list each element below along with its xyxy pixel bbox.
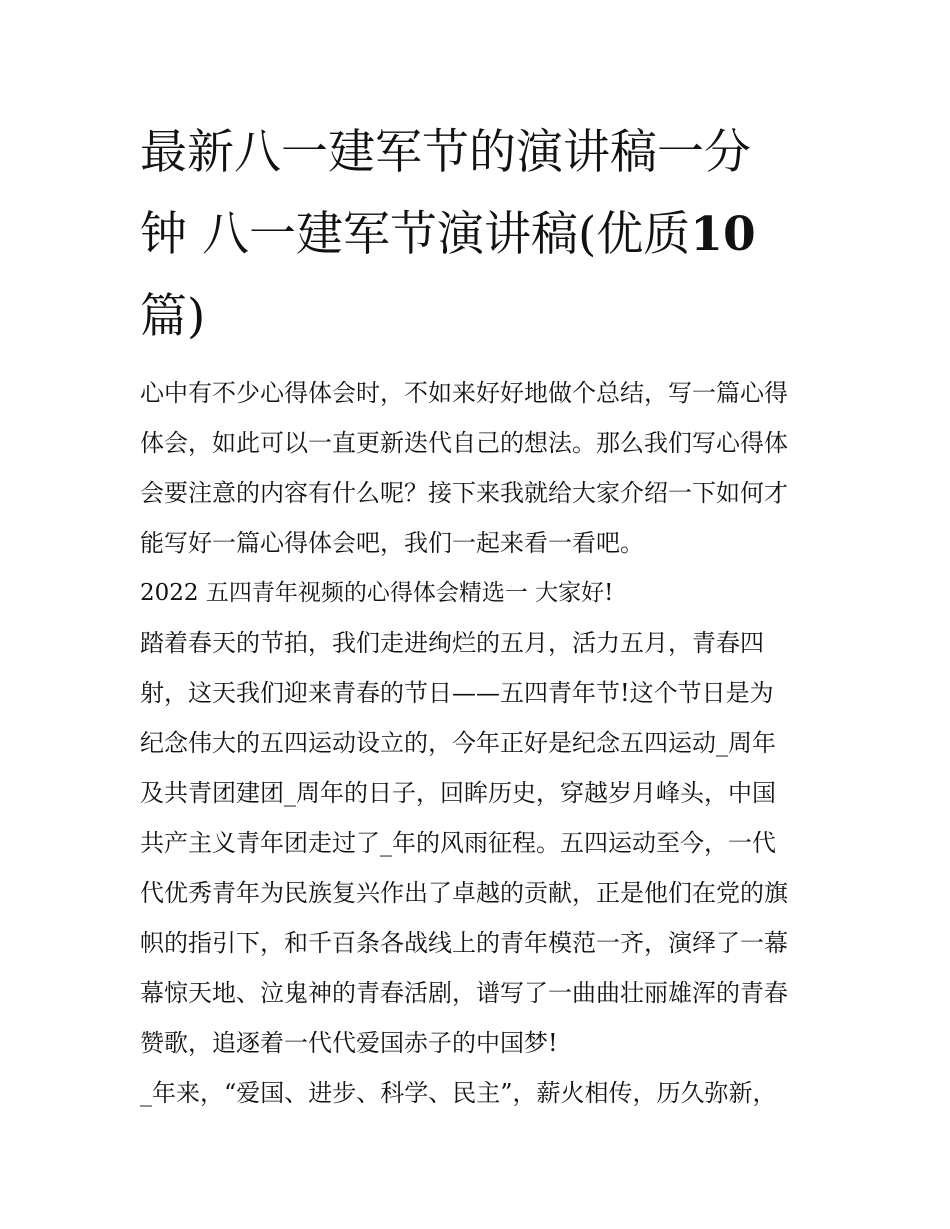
intro-paragraph: [140, 368, 815, 568]
body-line: 幕惊天地、泣鬼神的青春活剧，谱写了一曲曲壮丽雄浑的青春: [140, 979, 788, 1007]
title-number: 10: [690, 207, 756, 262]
title-line-1: 最新八一建军节的演讲稿一分: [140, 125, 751, 180]
body-line: 共产主义青年团走过了_年的风雨征程。五四运动至今，一代: [140, 829, 776, 857]
intro-line: 能写好一篇心得体会吧，我们一起来看一看吧。: [140, 529, 644, 557]
intro-line: 心中有不少心得体会时，不如来好好地做个总结，写一篇心得: [140, 379, 788, 407]
intro-line: 体会，如此可以一直更新迭代自己的想法。那么我们写心得体: [140, 429, 788, 457]
title-line-3: 篇): [140, 289, 206, 344]
closing-line: _年来，“爱国、进步、科学、民主”，薪火相传，历久弥新，: [140, 1079, 777, 1107]
body-paragraph: [140, 618, 815, 1068]
body-line: 纪念伟大的五四运动设立的，今年正好是纪念五四运动_周年: [140, 729, 776, 757]
body-line: 射，这天我们迎来青春的节日——五四青年节!这个节日是为: [140, 679, 774, 707]
document-title: [140, 112, 815, 358]
intro-line: 会要注意的内容有什么呢？接下来我就给大家介绍一下如何才: [140, 479, 788, 507]
body-line: 代优秀青年为民族复兴作出了卓越的贡献，正是他们在党的旗: [140, 879, 788, 907]
body-line: 赞歌，追逐着一代代爱国赤子的中国梦!: [140, 1029, 558, 1057]
document-page: [140, 112, 815, 1118]
body-line: 帜的指引下，和千百条各战线上的青年模范一齐，演绎了一幕: [140, 929, 788, 957]
body-line: 踏着春天的节拍，我们走进绚烂的五月，活力五月，青春四: [140, 629, 764, 657]
title-line-2: [140, 194, 815, 276]
body-line: 及共青团建团_周年的日子，回眸历史，穿越岁月峰头，中国: [140, 779, 776, 807]
section-heading: 2022 五四青年视频的心得体会精选一 大家好!: [140, 580, 614, 606]
title-line-2-text: 钟 八一建军节演讲稿(优质: [140, 207, 691, 262]
